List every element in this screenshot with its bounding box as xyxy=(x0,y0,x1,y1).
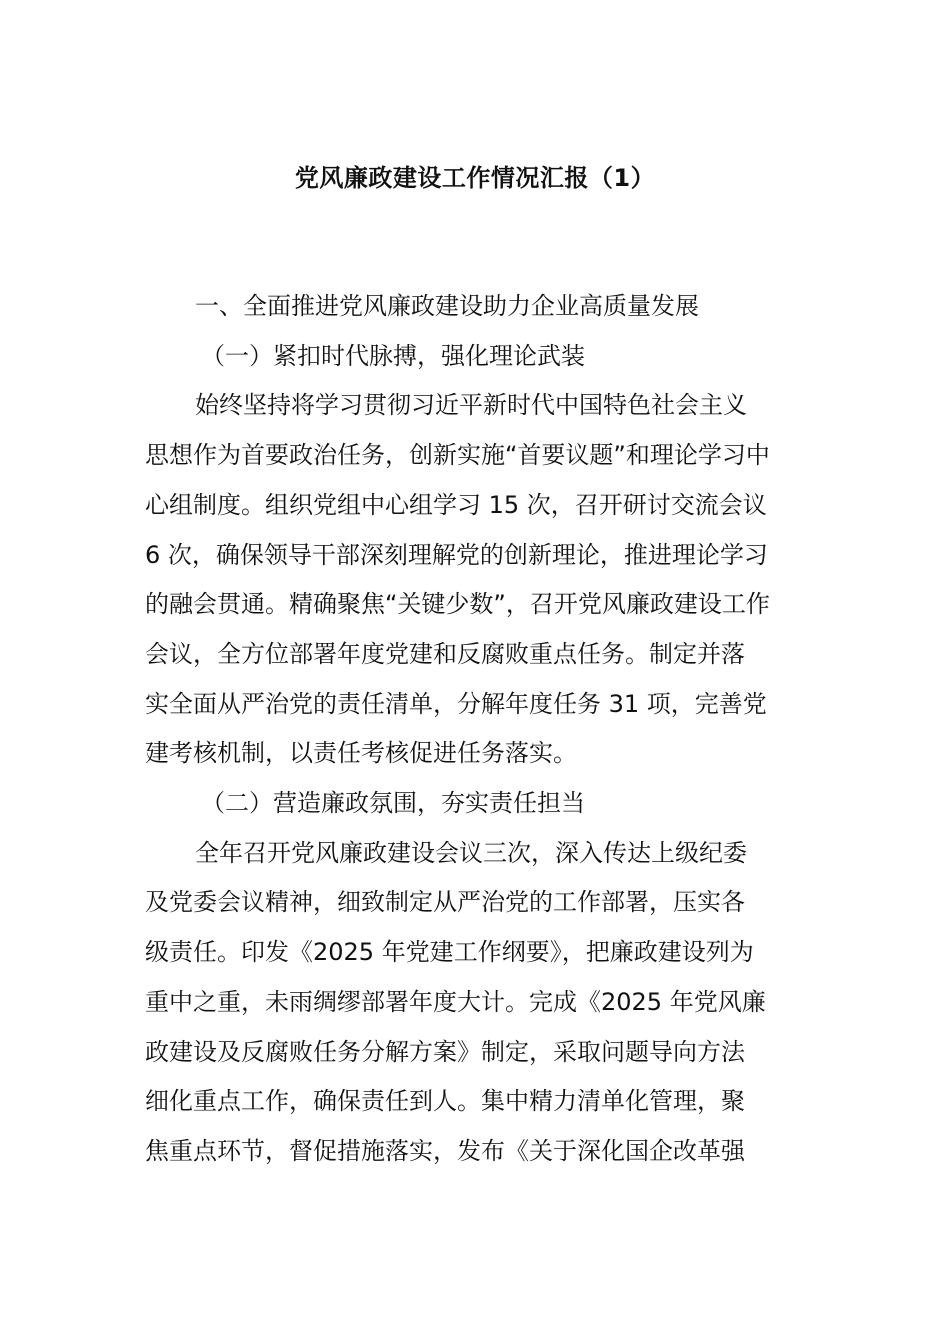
subsection-heading xyxy=(145,332,811,382)
paragraph-line: 始终坚持将学习贯彻习近平新时代中国特色社会主义 xyxy=(195,391,747,420)
subsection-heading xyxy=(145,779,811,829)
paragraph-line: 会议，全方位部署年度党建和反腐败重点任务。制定并落 xyxy=(145,639,745,668)
paragraph-line: 及党委会议精神，细致制定从严治党的工作部署，压实各 xyxy=(145,888,745,917)
document-title: 党风廉政建设工作情况汇报（1） xyxy=(294,164,656,192)
document-body xyxy=(145,282,811,1177)
paragraph-line: 的融会贯通。精确聚焦“关键少数”，召开党风廉政建设工作 xyxy=(145,590,770,619)
section-heading-text: 一、全面推进党风廉政建设助力企业高质量发展 xyxy=(195,292,699,320)
paragraph-line: 6 次，确保领导干部深刻理解党的创新理论，推进理论学习 xyxy=(145,540,768,569)
paragraph-line: 建考核机制，以责任考核促进任务落实。 xyxy=(145,739,577,768)
section-heading xyxy=(145,282,811,332)
paragraph-line: 焦重点环节，督促措施落实，发布《关于深化国企改革强 xyxy=(145,1136,745,1165)
paragraph-line: 全年召开党风廉政建设会议三次，深入传达上级纪委 xyxy=(195,838,747,867)
paragraph-1 xyxy=(145,381,811,779)
subsection-heading-text: （二）营造廉政氛围，夯实责任担当 xyxy=(201,789,585,818)
paragraph-line: 心组制度。组织党组中心组学习 15 次，召开研讨交流会议 xyxy=(145,490,767,519)
paragraph-line: 实全面从严治党的责任清单，分解年度任务 31 项，完善党 xyxy=(145,689,767,718)
paragraph-line: 细化重点工作，确保责任到人。集中精力清单化管理，聚 xyxy=(145,1087,745,1116)
paragraph-line: 级责任。印发《2025 年党建工作纲要》，把廉政建设列为 xyxy=(145,938,754,967)
paragraph-2 xyxy=(145,829,811,1177)
paragraph-line: 思想作为首要政治任务，创新实施“首要议题”和理论学习中 xyxy=(145,441,770,470)
paragraph-line: 重中之重，未雨绸缪部署年度大计。完成《2025 年党风廉 xyxy=(145,987,766,1016)
subsection-heading-text: （一）紧扣时代脉搏，强化理论武装 xyxy=(201,341,585,370)
paragraph-line: 政建设及反腐败任务分解方案》制定，采取问题导向方法 xyxy=(145,1037,745,1066)
